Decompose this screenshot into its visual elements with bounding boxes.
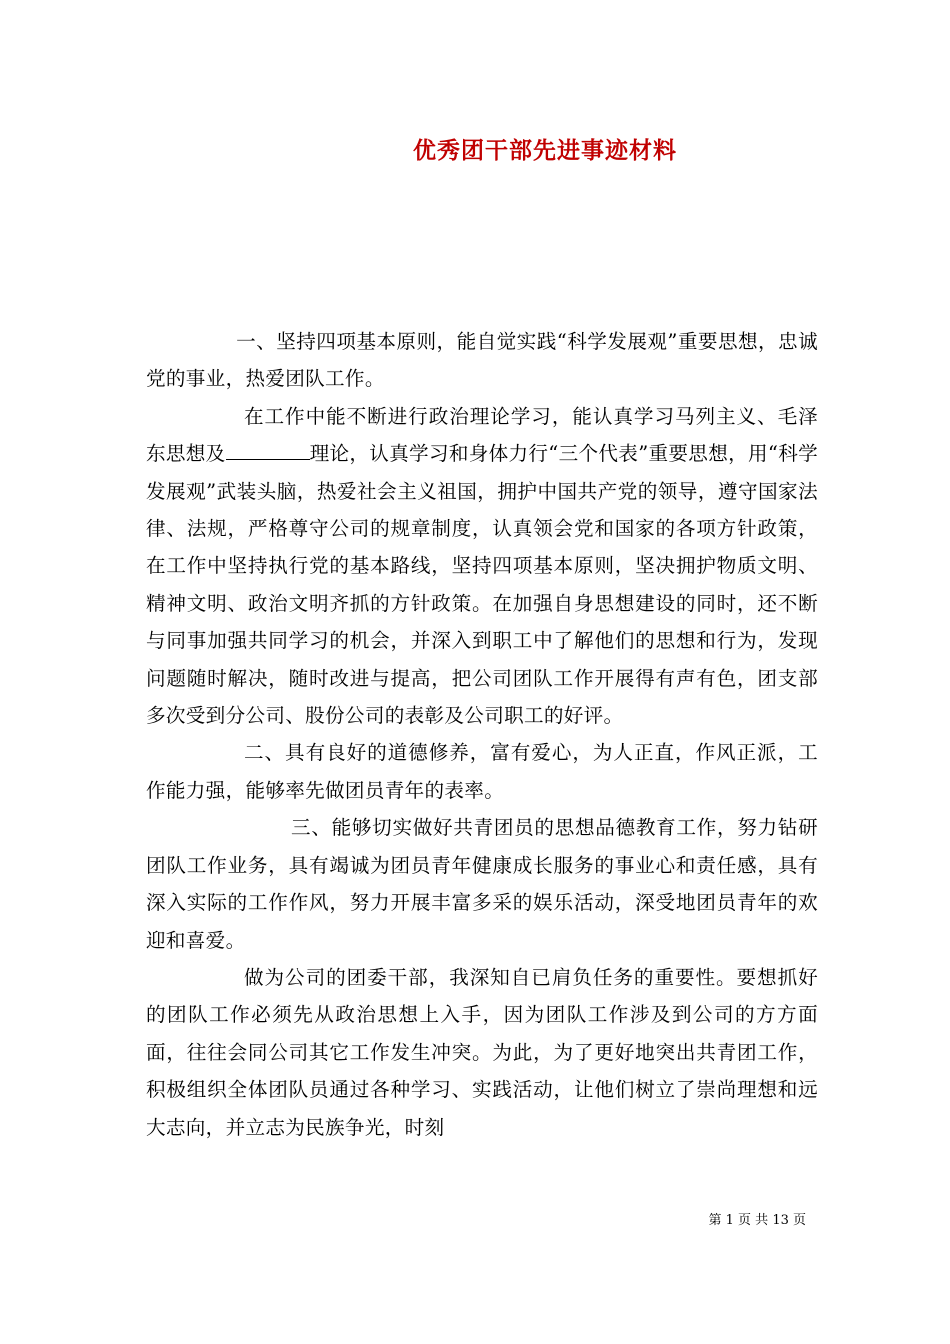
paragraph-3 [146, 734, 818, 809]
paragraph-5-text: 做为公司的团委干部，我深知自已肩负任务的重要性。要想抓好的团队工作必须先从政治思想上入手，因为团队工作涉及到公司的方方面面，往往会同公司其它工作发生冲突。为此，为了更好地突出共青团工作，积极组织全体团队员通过各种学习、实践活动，让他们树立了崇尚理想和远大志向，并立志为民族争光，时刻 [146, 965, 818, 1139]
paragraph-2 [146, 398, 818, 735]
paragraph-2-text-before-blank: 在工作中能不断进行政治理论学习，能认真学习马列主义、毛泽东思想及 [146, 404, 818, 466]
paragraph-4-text: 三、能够切实做好共青团员的思想品德教育工作，努力钻研团队工作业务，具有竭诚为团员青年健康成长服务的事业心和责任感，具有深入实际的工作作风，努力开展丰富多采的娱乐活动，深受地团员青年的欢迎和喜爱。 [146, 816, 818, 952]
paragraph-1 [146, 323, 818, 398]
paragraph-4 [146, 809, 818, 959]
document-body [146, 323, 818, 1146]
document-title: 优秀团干部先进事迹材料 [413, 137, 677, 164]
paragraph-3-text: 二、具有良好的道德修养，富有爱心，为人正直，作风正派，工作能力强，能够率先做团员青年的表率。 [146, 741, 818, 802]
page-number-footer: 第 1 页 共 13 页 [708, 1213, 806, 1228]
paragraph-5 [146, 959, 818, 1146]
fill-in-blank [226, 441, 310, 460]
paragraph-1-text: 一、坚持四项基本原则，能自觉实践“科学发展观”重要思想，忠诚党的事业，热爱团队工作。 [146, 330, 818, 391]
paragraph-2-text-after-blank: 理论，认真学习和身体力行“三个代表”重要思想，用“科学发展观”武装头脑，热爱社会主义祖国，拥护中国共产党的领导，遵守国家法律、法规，严格尊守公司的规章制度，认真领会党和国家的各项方针政策，在工作中坚持执行党的基本路线，坚持四项基本原则，坚决拥护物质文明、精神文明、政治文明齐抓的方针政策。在加强自身思想建设的同时，还不断与同事加强共同学习的机会，并深入到职工中了解他们的思想和行为，发现问题随时解决，随时改进与提高，把公司团队工作开展得有声有色，团支部多次受到分公司、股份公司的表彰及公司职工的好评。 [146, 442, 818, 728]
